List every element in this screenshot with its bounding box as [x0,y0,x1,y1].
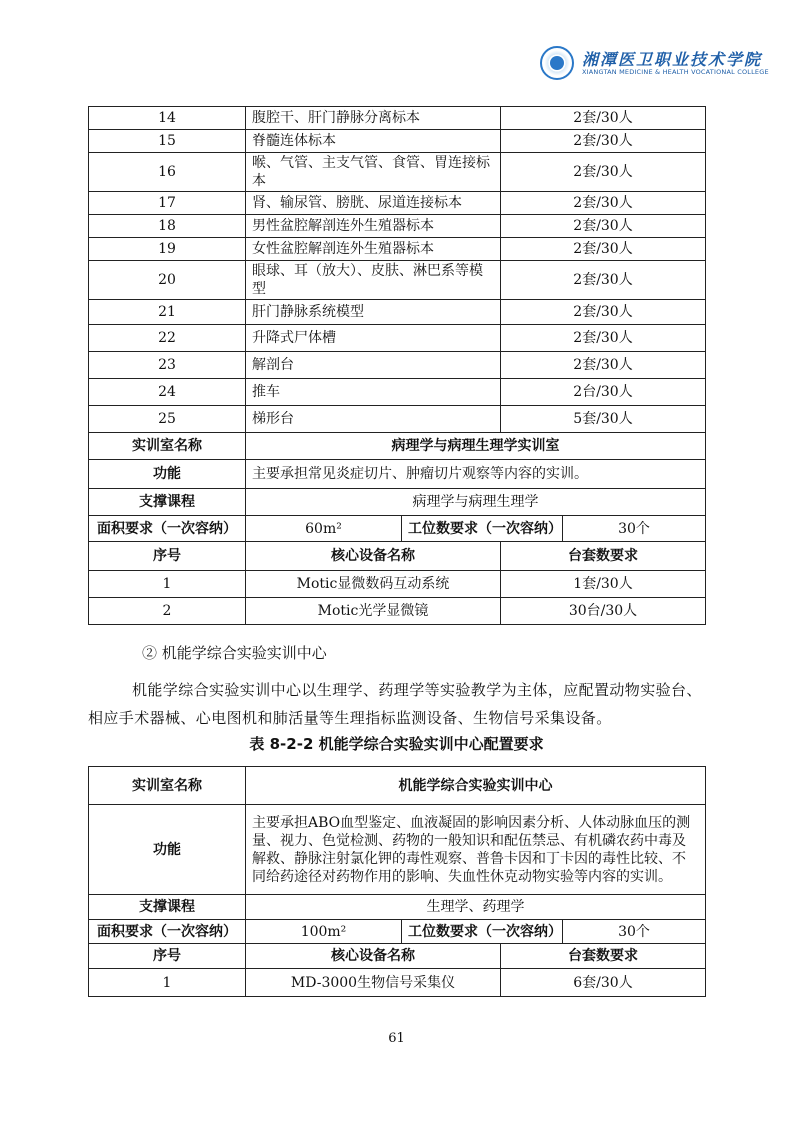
table-row [89,379,706,406]
column-header-qty: 台套数要求 [501,542,706,571]
college-logo-icon [540,46,574,80]
lab-name-value: 病理学与病理生理学实训室 [246,433,706,460]
item-qty: 2套/30人 [501,325,706,352]
table-row [89,153,706,192]
item-no: 23 [89,352,246,379]
equipment-no: 1 [89,571,246,598]
table-row [89,192,706,215]
equipment-name: Motic显微数码互动系统 [246,571,501,598]
column-header-name: 核心设备名称 [246,944,501,969]
section-subheading: ② 机能学综合实验实训中心 [142,644,327,662]
function-row [89,805,706,895]
function-value: 主要承担ABO血型鉴定、血液凝固的影响因素分析、人体动脉血压的测量、视力、色觉检测、药物的一般知识和配伍禁忌、有机磷农药中毒及解救、静脉注射氯化钾的毒性观察、普鲁卡因和丁卡因的毒性比较、不同给药途径对药物作用的影响、失血性休克动物实验等内容的实训。 [246,805,706,895]
item-name: 推车 [246,379,501,406]
item-no: 24 [89,379,246,406]
page-number: 61 [388,1031,405,1046]
item-no: 18 [89,215,246,238]
table-row [89,107,706,130]
item-qty: 5套/30人 [501,406,706,433]
equipment-name: MD-3000生物信号采集仪 [246,969,501,997]
item-name: 女性盆腔解剖连外生殖器标本 [246,238,501,261]
area-value: 100m² [246,920,402,944]
lab-name-label: 实训室名称 [89,767,246,805]
item-qty: 2台/30人 [501,379,706,406]
table-row [89,352,706,379]
lab-name-value: 机能学综合实验实训中心 [246,767,706,805]
equipment-header-row [89,944,706,969]
table-row [89,571,706,598]
item-name: 梯形台 [246,406,501,433]
item-qty: 2套/30人 [501,192,706,215]
item-name: 肝门静脉系统模型 [246,300,501,325]
function-row [89,460,706,489]
item-qty: 2套/30人 [501,261,706,300]
station-label: 工位数要求（一次容纳） [402,920,563,944]
item-no: 16 [89,153,246,192]
item-no: 25 [89,406,246,433]
equipment-header-row [89,542,706,571]
item-name: 男性盆腔解剖连外生殖器标本 [246,215,501,238]
course-label: 支撑课程 [89,489,246,516]
item-no: 19 [89,238,246,261]
station-value: 30个 [563,516,706,542]
course-value: 生理学、药理学 [246,895,706,920]
table-row [89,325,706,352]
equipment-name: Motic光学显微镜 [246,598,501,625]
lab-name-row [89,767,706,805]
course-row [89,489,706,516]
station-value: 30个 [563,920,706,944]
column-header-qty: 台套数要求 [501,944,706,969]
item-qty: 2套/30人 [501,107,706,130]
item-name: 解剖台 [246,352,501,379]
item-name: 喉、气管、主支气管、食管、胃连接标本 [246,153,501,192]
item-name: 脊髓连体标本 [246,130,501,153]
item-name: 升降式尸体槽 [246,325,501,352]
area-row [89,920,706,944]
item-qty: 2套/30人 [501,153,706,192]
station-label: 工位数要求（一次容纳） [402,516,563,542]
item-name: 肾、输尿管、膀胱、尿道连接标本 [246,192,501,215]
table-row [89,598,706,625]
item-qty: 2套/30人 [501,130,706,153]
table-row [89,406,706,433]
equipment-no: 1 [89,969,246,997]
item-qty: 2套/30人 [501,238,706,261]
table-row [89,238,706,261]
item-no: 15 [89,130,246,153]
table-physiology-lab [88,766,706,997]
lab-name-label: 实训室名称 [89,433,246,460]
item-name: 腹腔干、肝门静脉分离标本 [246,107,501,130]
function-value: 主要承担常见炎症切片、肿瘤切片观察等内容的实训。 [246,460,706,489]
equipment-qty: 30台/30人 [501,598,706,625]
table-row [89,969,706,997]
table-row [89,261,706,300]
item-qty: 2套/30人 [501,215,706,238]
table-row [89,300,706,325]
equipment-qty: 1套/30人 [501,571,706,598]
course-label: 支撑课程 [89,895,246,920]
course-value: 病理学与病理生理学 [246,489,706,516]
item-qty: 2套/30人 [501,352,706,379]
equipment-qty: 6套/30人 [501,969,706,997]
lab-name-row [89,433,706,460]
item-no: 21 [89,300,246,325]
college-name: 湘潭医卫职业技术学院 [582,50,763,69]
page-header [540,42,769,84]
function-label: 功能 [89,460,246,489]
item-no: 20 [89,261,246,300]
area-value: 60m² [246,516,402,542]
college-name-english: XIANGTAN MEDICINE & HEALTH VOCATIONAL COLLEGE [582,68,769,76]
column-header-no: 序号 [89,944,246,969]
column-header-name: 核心设备名称 [246,542,501,571]
table-anatomy-pathology [88,106,706,625]
equipment-no: 2 [89,598,246,625]
table-caption: 表 8-2-2 机能学综合实验实训中心配置要求 [249,735,544,753]
area-label: 面积要求（一次容纳） [89,920,246,944]
section-body: 机能学综合实验实训中心以生理学、药理学等实验教学为主体，应配置动物实验台、相应手术器械、心电图机和肺活量等生理指标监测设备、生物信号采集设备。 [88,681,702,727]
table-row [89,130,706,153]
item-name: 眼球、耳（放大）、皮肤、淋巴系等模型 [246,261,501,300]
course-row [89,895,706,920]
item-no: 17 [89,192,246,215]
item-no: 14 [89,107,246,130]
table-row [89,215,706,238]
item-no: 22 [89,325,246,352]
item-qty: 2套/30人 [501,300,706,325]
area-label: 面积要求（一次容纳） [89,516,246,542]
area-row [89,516,706,542]
column-header-no: 序号 [89,542,246,571]
function-label: 功能 [89,805,246,895]
